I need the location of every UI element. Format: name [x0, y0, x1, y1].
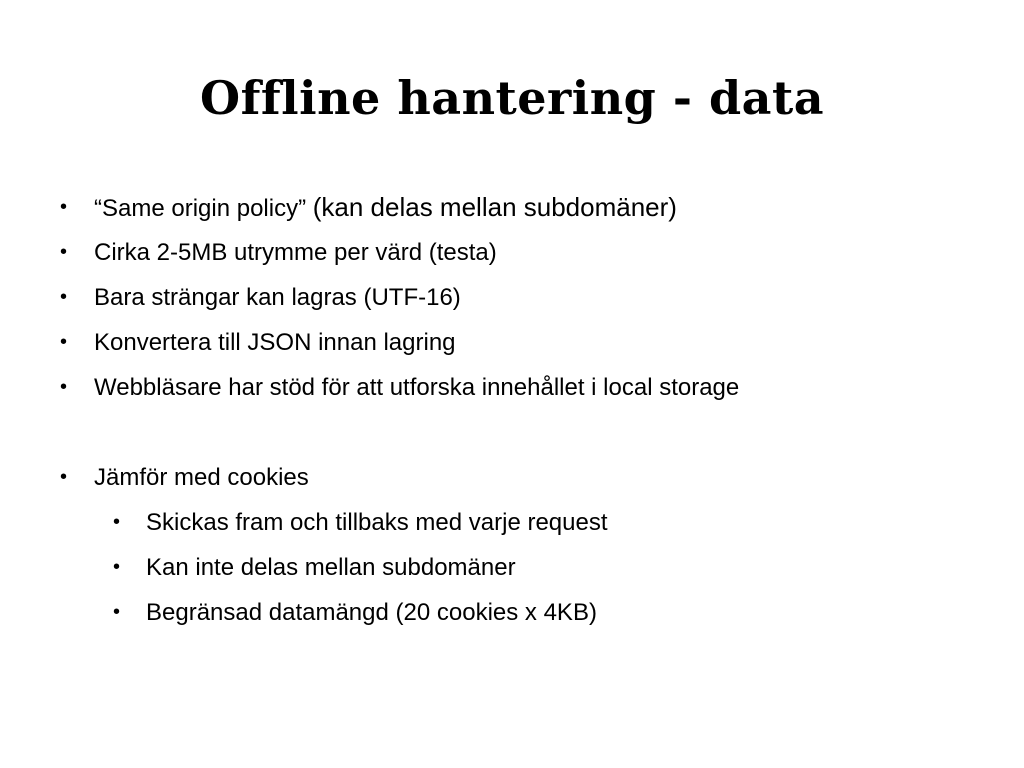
list-item-text: Webbläsare har stöd för att utforska innehållet i local storage: [94, 374, 740, 401]
list-item: [60, 185, 1000, 230]
list-item: [60, 455, 1000, 500]
sub-list-item-text: Kan inte delas mellan subdomäner: [146, 554, 516, 581]
bullet-icon: •: [60, 376, 68, 398]
sub-list-item: [60, 590, 1000, 635]
list-item-text: Konvertera till JSON innan lagring: [94, 329, 456, 356]
bullet-icon: •: [60, 241, 68, 263]
bullet-icon: •: [113, 511, 121, 533]
bullet-icon: •: [113, 601, 121, 623]
bullet-list: [60, 185, 1000, 635]
bullet-icon: •: [60, 331, 68, 353]
list-item-text: Cirka 2-5MB utrymme per värd (testa): [94, 239, 497, 266]
list-item: [60, 365, 1000, 410]
list-item-text-suffix: (kan delas mellan subdomäner): [312, 192, 677, 222]
list-item-text: Jämför med cookies: [94, 464, 309, 491]
bullet-icon: •: [60, 286, 68, 308]
bullet-icon: •: [113, 556, 121, 578]
list-item-text: Bara strängar kan lagras (UTF-16): [94, 284, 461, 311]
list-item: [60, 275, 1000, 320]
list-item: [60, 230, 1000, 275]
bullet-icon: •: [60, 196, 68, 218]
sub-list-item-text: Begränsad datamängd (20 cookies x 4KB): [146, 599, 597, 626]
list-item-text-prefix: “Same origin policy”: [94, 195, 313, 222]
sub-list-item: [60, 500, 1000, 545]
slide-title: Offline hantering - data: [200, 71, 824, 125]
bullet-icon: •: [60, 466, 68, 488]
sub-list-item-text: Skickas fram och tillbaks med varje request: [146, 509, 608, 536]
list-item: [60, 320, 1000, 365]
sub-list-item: [60, 545, 1000, 590]
